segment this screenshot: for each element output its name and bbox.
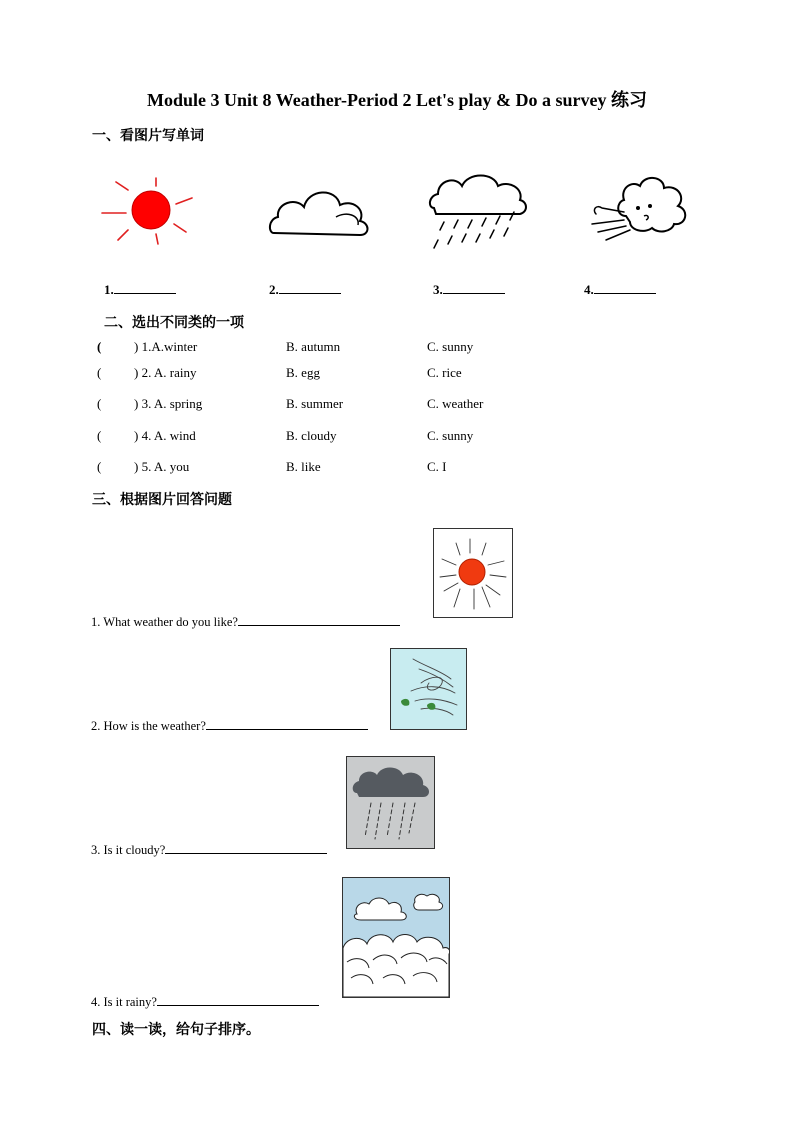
answer-blank-2[interactable] (269, 281, 341, 298)
rain-icon (347, 757, 434, 848)
sun-icon (434, 529, 512, 617)
paren: ( (97, 396, 102, 411)
answer-line[interactable] (206, 717, 368, 730)
page-title: Module 3 Unit 8 Weather-Period 2 Let's play & Do a survey 练习 (147, 90, 647, 110)
section-4-heading: 四、读一读，给句子排序。 (92, 1022, 260, 1038)
option-b: B. egg (286, 365, 320, 380)
cloud-icon (266, 183, 376, 243)
wind-picture (390, 648, 467, 730)
option-a: ) 1.A.winter (134, 339, 198, 354)
paren: ( (97, 339, 102, 354)
answer-line (114, 281, 176, 294)
option-b: B. summer (286, 396, 344, 411)
rain-icon (428, 172, 532, 256)
rain-picture (346, 756, 435, 849)
paren: ( (97, 428, 102, 443)
choice-row-2 (0, 365, 794, 383)
option-c: C. weather (427, 396, 484, 411)
question-text: 4. Is it rainy? (91, 995, 157, 1009)
answer-blank-3[interactable] (433, 281, 505, 298)
question-1 (91, 613, 400, 630)
option-a: ) 5. A. you (134, 459, 190, 474)
cloud-icon (343, 878, 449, 997)
answer-line (594, 281, 656, 294)
choice-row-3 (0, 396, 794, 414)
blank-number: 3. (433, 282, 443, 297)
option-c: C. I (427, 459, 447, 474)
answer-line[interactable] (165, 841, 327, 854)
option-c: C. sunny (427, 428, 474, 443)
paren: ( (97, 365, 102, 380)
answer-line (443, 281, 505, 294)
sun-picture (433, 528, 513, 618)
wind-icon (588, 172, 694, 256)
blank-number: 2. (269, 282, 279, 297)
paren: ( (97, 459, 102, 474)
choice-row-4 (0, 428, 794, 446)
sun-icon (98, 176, 198, 246)
section-2-heading: 二、选出不同类的一项 (104, 315, 244, 331)
option-c: C. sunny (427, 339, 474, 354)
answer-blank-1[interactable] (104, 281, 176, 298)
option-c: C. rice (427, 365, 462, 380)
question-2 (91, 717, 368, 734)
choice-row-5 (0, 459, 794, 477)
option-a: ) 2. A. rainy (134, 365, 197, 380)
answer-blank-4[interactable] (584, 281, 656, 298)
answer-line (279, 281, 341, 294)
section-1-heading: 一、看图片写单词 (92, 128, 204, 144)
question-4 (91, 993, 319, 1010)
question-text: 3. Is it cloudy? (91, 843, 166, 857)
wind-icon (391, 649, 466, 729)
answer-line[interactable] (238, 613, 400, 626)
option-b: B. cloudy (286, 428, 337, 443)
blank-number: 4. (584, 282, 594, 297)
choice-row-1 (0, 339, 794, 357)
section-3-heading: 三、根据图片回答问题 (92, 492, 232, 508)
option-b: B. like (286, 459, 321, 474)
cloudy-picture (342, 877, 450, 998)
option-a: ) 3. A. spring (134, 396, 203, 411)
option-a: ) 4. A. wind (134, 428, 196, 443)
question-text: 1. What weather do you like? (91, 615, 238, 629)
question-3 (91, 841, 327, 858)
blank-number: 1. (104, 282, 114, 297)
answer-line[interactable] (157, 993, 319, 1006)
option-b: B. autumn (286, 339, 341, 354)
question-text: 2. How is the weather? (91, 719, 206, 733)
